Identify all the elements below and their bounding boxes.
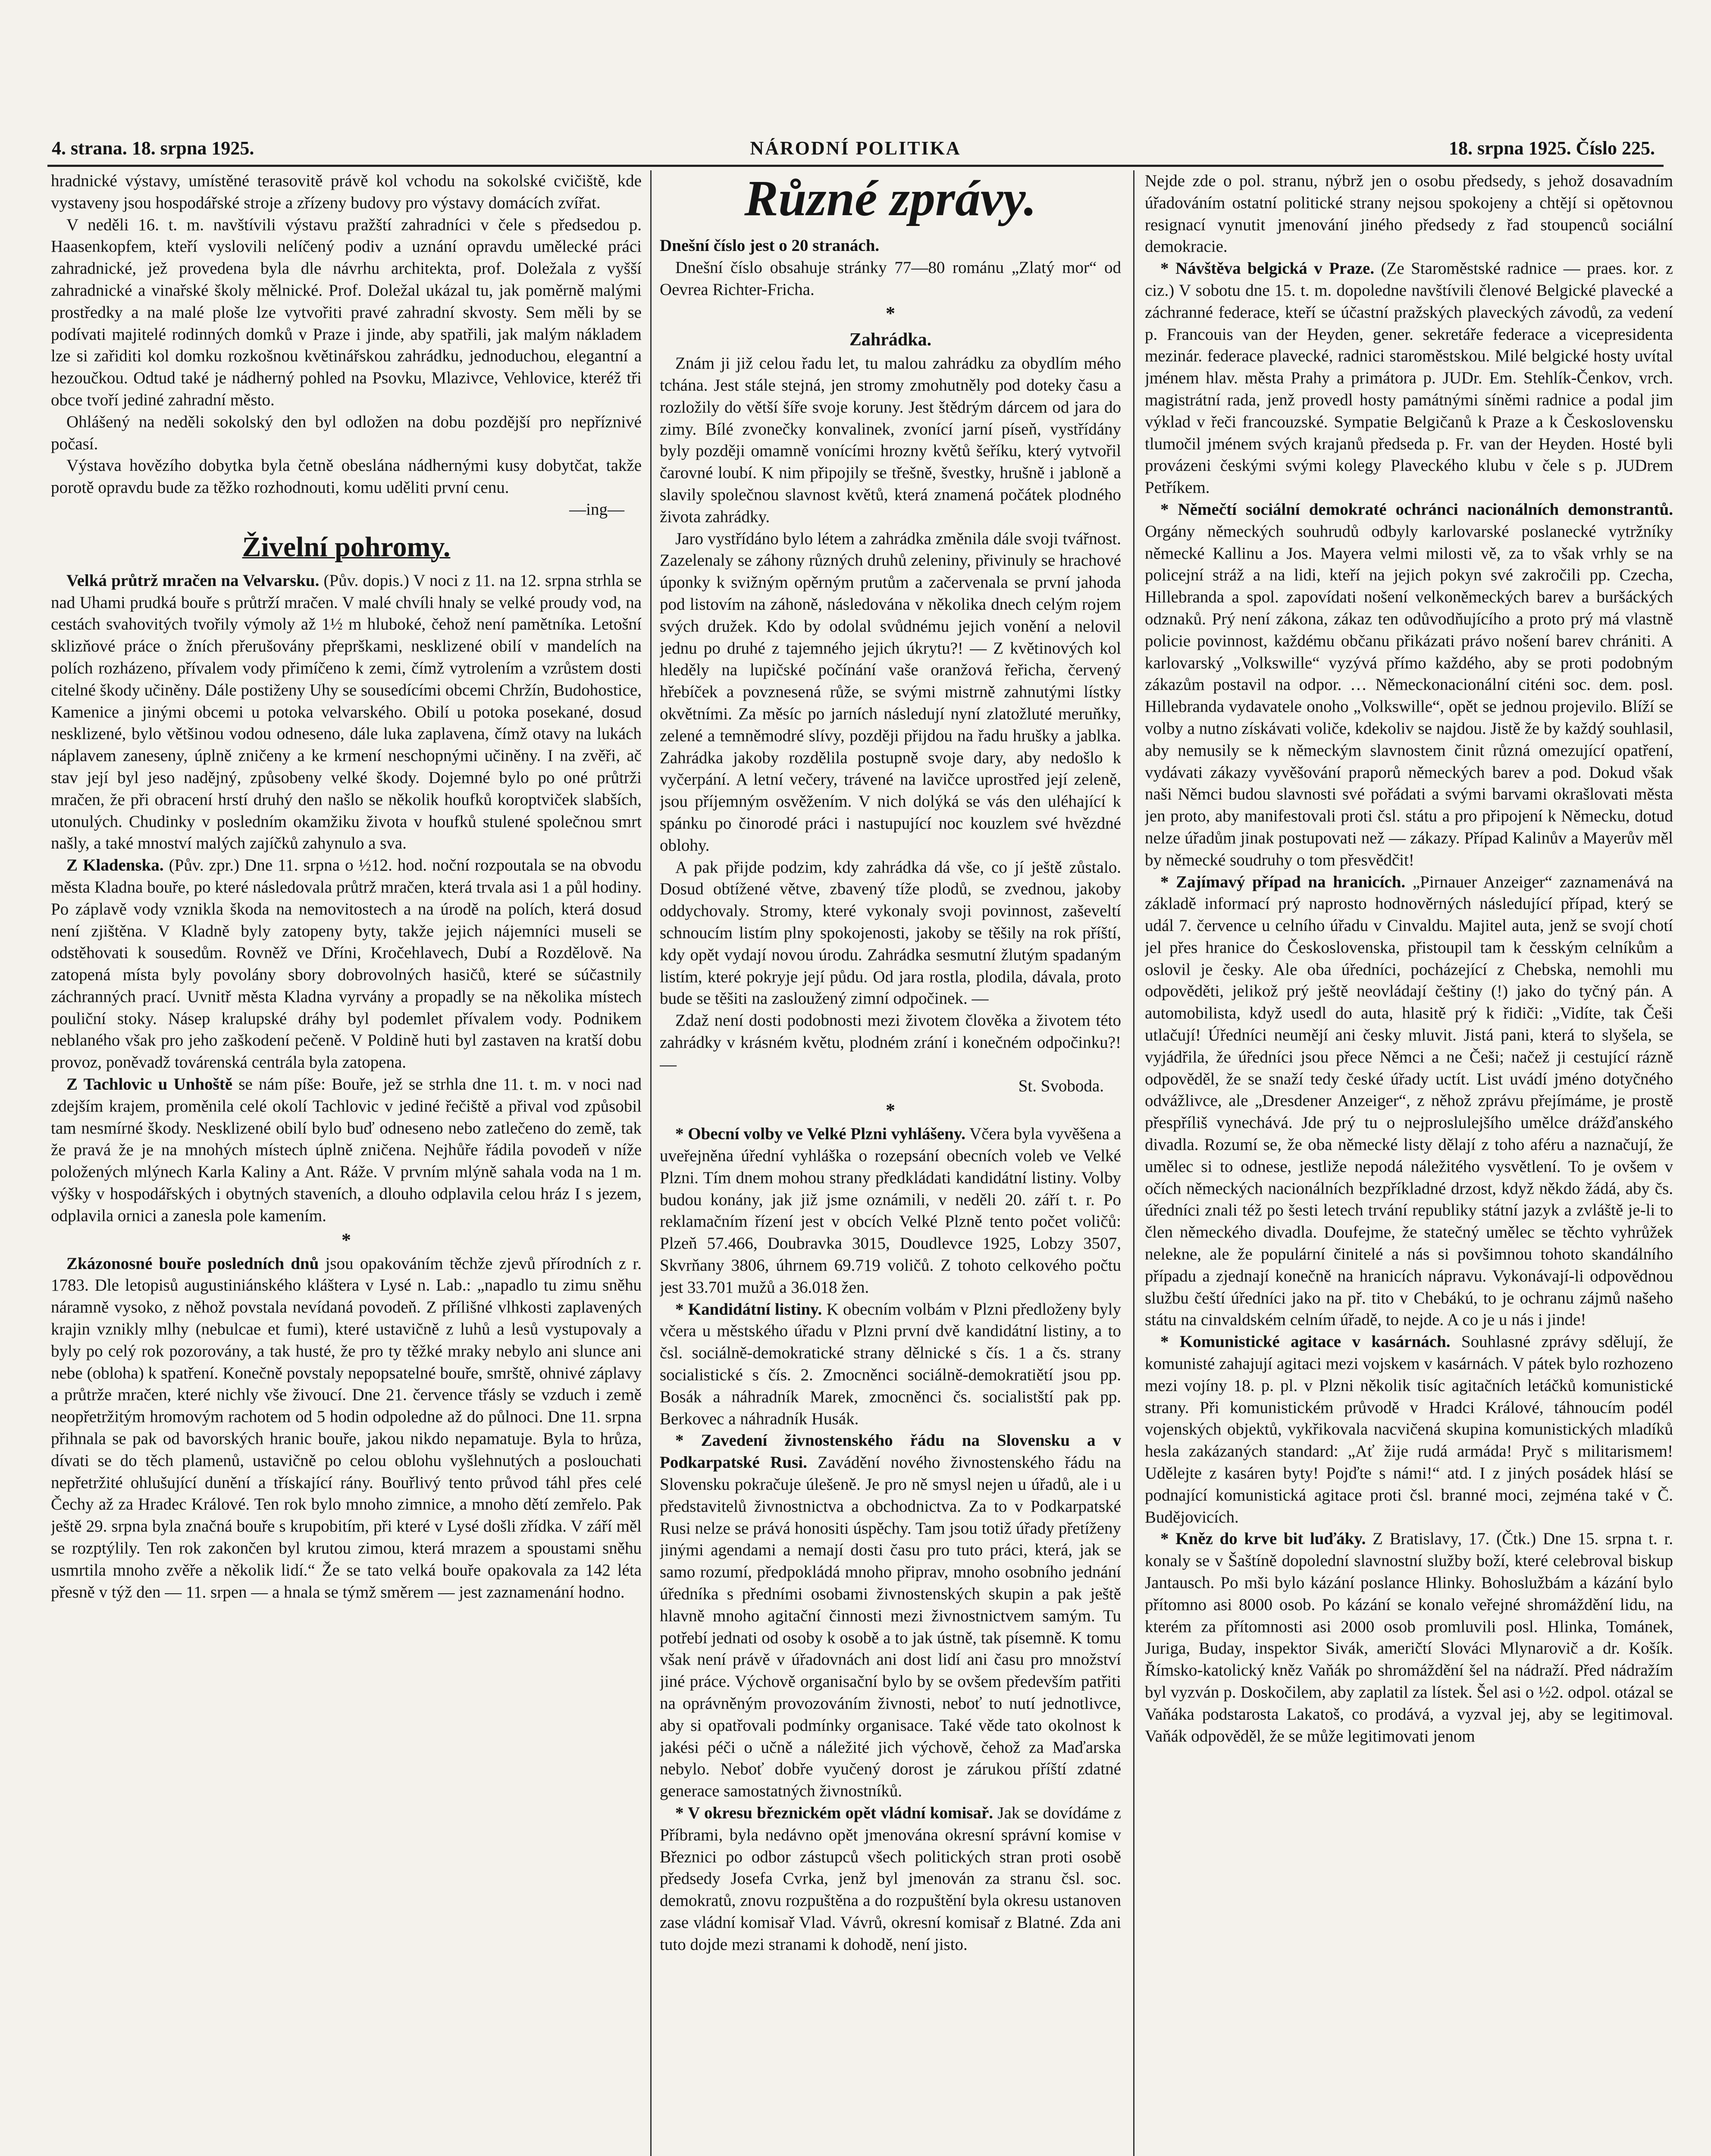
separator-star: * [342, 1229, 351, 1250]
item-lead: Velká průtrž mračen na Velvarsku. [66, 571, 320, 590]
news-item [1145, 1528, 1673, 1747]
item-lead: Z Kladenska. [66, 856, 164, 875]
separator-star: * [886, 303, 895, 324]
item-text: jsou opakováním těchže zjevů přírodních z r. 1783. Dle letopisů augustiniánského kláštera v Lysé n. Lab.: „napadlo tu zimu sněhu náramně vysoko, z něhož povstala nevídaná povodeň. Z přílišné vlhkosti zaplavených krajin vznikly mlhy (nebulcae et fumi), které ustavičně z luhů a lesů vystupovaly a byly po celý rok pozorovány, a tak husté, že pro ty těžké mraky nebylo ani slunce ani nebe (obloha) k spatření. Konečně povstaly nepopsatelné bouře, smrště, ohnivé záplavy a průtrže mračen, které nichly vše živoucí. Dne 21. července třásly se vzduch i země neopřetržitým hromovým rachotem od 5 hodin odpoledne až do půlnoci. Dne 11. srpna přihnala se pak od bavorských hranic bouře, jakou nikdo nepamatuje. Byla to hrůza, dívati se do těch plamenů, ustavičně po celou oblohu vyšlehnutých a poslouchati nepřetržité ohlušující dunění a třískající rány. Bouřlivý tento průvod táhl přes celé Čechy až za Hradec Králové. Ten rok bylo mnoho zimnice, a mnoho dětí zemřelo. Pak ještě 29. srpna byla značná bouře s krupobitím, při které v Lysé došli zřídka. V září měl se rozptýlily. Ten rok zakončen byl krutou zimou, která mrazem a spoustami sněhu usmrtila mnoho zvěře a několik lidí.“ Že se tato velká bouře opakovala za 142 léta přesně v týž den — 11. srpen — a hnala se týmž směrem — jest zaznamenání hodno. [51, 1254, 642, 1601]
author-signature: —ing— [569, 500, 624, 519]
article-paragraph: Ohlášený na neděli sokolský den byl odložen na dobu pozdější pro nepříznivé počasí. [51, 412, 642, 453]
item-text: Včera byla vyvěšena a uveřejněna úřední vyhláška o rozepsání obecních voleb ve Velké Plzni. Tím dnem mohou strany předkládati kandidátní listiny. Volby budou konány, jak již jsme oznámili, v neděli 20. září t. r. Po reklamačním řízení jest v obcích Velké Plzně tento počet voličů: Plzeň 57.466, Doubravka 3015, Doudlevce 1925, Lobzy 3507, Skvrňany 3806, úhrnem 69.719 voličů. Z tohoto celkového počtu jest 33.701 mužů a 36.018 žen. [660, 1125, 1121, 1297]
item-lead: Zkázonosné bouře posledních dnů [66, 1254, 319, 1273]
item-text: se nám píše: Bouře, jež se strhla dne 11. t. m. v noci nad zdejším krajem, proměnila celé okolí Tachlovic v jediné řečiště a přival vod způsobil tam nesmírné škody. Nesklizené obilí bylo buď odneseno nebo zatlečeno do země, tak že pravá že je na mnohých místech úplně zničena. Nejhůře řádila povodeň v níže položených mlýnech Karla Kaliny a Ant. Ráže. V prvním mlýně sahala voda na 1 m. výšky v hospodářských i obytných staveních, a dlouho odplavila celou hráz I s jezem, odplavila ornici a zanesla pole kamením. [51, 1075, 642, 1225]
item-lead: * Kněz do krve bit luďáky. [1160, 1529, 1366, 1548]
news-item [660, 1123, 1121, 1298]
notice-text: Dnešní číslo obsahuje stránky 77—80 románu „Zlatý mor“ od Oevrea Richter-Fricha. [660, 258, 1121, 299]
masthead-title: NÁRODNÍ POLITIKA [750, 138, 961, 159]
item-lead: * Komunistické agitace v kasárnách. [1160, 1332, 1451, 1351]
feuilleton-title: Zahrádka. [849, 330, 932, 350]
column-middle [660, 170, 1121, 2156]
news-item [660, 1430, 1121, 1802]
item-text: Z Bratislavy, 17. (Čtk.) Dne 15. srpna t. r. konaly se v Šaštíně dopolední slavnostní služby boží, které celebroval biskup Jantausch. Po mši bylo kázání poslance Hlinky. Bohoslužbám a kázání bylo přítomno asi 8000 osob. Po kázání se konalo veřejné shromáždění lidu, na kterém za přítomnosti asi 2000 osob promluvili posl. Hlinka, Tománek, Juriga, Buday, inspektor Sivák, američtí Slováci Mlynarovič a dr. Košík. Římsko-katolický kněz Vaňák po shromáždění šel na nádraží. Před nádražím byl vyzván p. Doskočilem, aby zaplatil za lístek. Šel asi o ½2. odpol. otázal se Vaňáka podstarosta Lakatoš, co prodává, a vyzval jej, aby se legitimoval. Vaňák odpověděl, že se může legitimovati jenom [1145, 1529, 1673, 1745]
item-text: (Pův. zpr.) Dne 11. srpna o ½12. hod. noční rozpoutala se na obvodu města Kladna bouře, po které následovala průtrž mračen, která trvala asi 1 a půl hodiny. Po záplavě vody vznikla škoda na nemovitostech a na úrodě na polích, která dosud není zjištěna. V Kladně byly zatopeny byty, takže jejich nájemníci museli se odstěhovati k sousedům. Rovněž ve Dříni, Kročehlavech, Dubí a Rozdělově. Na zatopená místa byly povolány sbory dobrovolných hasičů, které se súčastnily záchranných prací. Uvnitř města Kladna vyrvány a propadly se na několika místech pouliční stoky. Násep kralupské dráhy byl podemlet přívalem vody. Podnikem neblaného však pro jeho zaškodení pečeně. V Poldině huti byl zastaven na kratší dobu provoz, poněvadž továrenská centrála byla zatopena. [51, 856, 642, 1072]
feuilleton-paragraph: Jaro vystřídáno bylo létem a zahrádka změnila dále svoji tvářnost. Zazelenaly se záhony různých druhů zeleniny, přivinuly se hrachové úponky k svižným opěrným prutům a začervenala se první jahoda pod listovím na záhoně, následována v několika dnech celým rojem svých družek. Kdo by odolal svůdnému jejich vonění a nelovil jednu po druhé z tajemného jejich úkrytu?! — Z květinových kol hleděly na lupičské počínání vaše oranžová řeřicha, červený hřebíček a povznesená růže, se svými mistrně zahnutými lístky okvětními. Za měsíc po jarních následují nyní zlatožluté meruňky, zelené a temněmodré slívy, později přijdou na řadu hrušky a jablka. Zahrádka jakoby rozdělila postupně svoje dary, aby nedošlo k vyčerpání. A letní večery, trávené na lavičce uprostřed její zeleně, jsou příjemným osvěžením. V nich dolýká se vás den uléhající k spánku po činorodé práci i nastupující noc kouzlem své hvězdné oblohy. [660, 529, 1121, 855]
news-item [51, 855, 642, 1074]
item-text: Zavádění nového živnostenského řádu na Slovensku pokračuje úlešeně. Je pro ně smysl nejen u úřadů, ale i u představitelů živnostnictva a obchodnictva. Za to v Podkarpatské Rusi nelze se prává honositi úspěchy. Tam jsou totiž úřady přetíženy jinými agendami a nemají dosti času pro tuto práci, která, jak se samo rozumí, předpokládá mnoho připrav, mnoho osobního jednání úředníka s předními osobami živnostenských skupin a pak ještě hlavně mnoho agitační činnosti mezi živnostnictvem samým. Tu potřebí jednati od osoby k osobě a to jak ústně, tak písemně. K tomu však není právě v úřadovnách ani dost lidí ani času pro množství jiné práce. Výchově organisační bylo by se ovšem především patřiti na oprávněným provozováním živnosti, neboť to nutí jednotlivce, aby si opatřovali podmínky organisace. Také věde tato okolnost k jakési péči o učně a náležité jich výchově, čehož za Maďarska nebylo. Neboť dobře vyučený dorost je zárukou příští zdatné generace samostatných živnostníků. [660, 1453, 1121, 1801]
item-text: Nejde zde o pol. stranu, nýbrž jen o osobu předsedy, s jehož dosavadním úřadováním ostatní politické strany nejsou spokojeny a chtějí si opětovnou resignací vynutit jmenování jiného předsedy z řad stoupenců sociální demokracie. [1145, 172, 1673, 256]
column-right [1145, 170, 1673, 2156]
item-lead: * Návštěva belgická v Praze. [1160, 259, 1375, 278]
news-item [51, 1253, 642, 1604]
news-item [51, 570, 642, 855]
item-lead: * Němečtí sociální demokraté ochránci nacionálních demonstrantů. [1160, 500, 1673, 519]
item-lead: * V okresu březnickém opět vládní komisař. [675, 1803, 993, 1822]
item-lead: * Obecní volby ve Velké Plzni vyhlášeny. [675, 1125, 965, 1144]
article-paragraph: Výstava hovězího dobytka byla četně obeslána nádhernými kusy dobytčat, takže porotě opravdu bude za těžko rozhodnouti, komu uděliti první cenu. [51, 456, 642, 497]
item-lead: * Zavedení živnostenského řádu na Slovensku a v Podkarpatské Rusi. [660, 1431, 1121, 1472]
section-headline: Živelní pohromy. [242, 531, 451, 563]
news-item [1145, 1331, 1673, 1528]
news-item [1145, 871, 1673, 1332]
item-text: Souhlasné zprávy sdělují, že komunisté zahajují agitaci mezi vojskem v kasárnách. V pátek bylo rozhozeno mezi vojíny 18. p. pl. v Plzni několik tisíc agitačních letáčků komunistické strany. Při komunistickém průvodě v Hradci Králové, táhnoucím podél vojenských objektů, vykřikovala nacvičená skupina komunistických mladíků hesla zakázaných standard: „Ať žije rudá armáda! Pryč s militarismem! Udělejte z kasáren byty! Pojďte s námi!“ atd. I z jiných posádek hlásí se podnající komunistická agitace proti čsl. branné moci, zejména také v Č. Budějovicích. [1145, 1332, 1673, 1526]
news-item [1145, 499, 1673, 871]
separator-star: * [886, 1100, 895, 1121]
section-title: Různé zprávy. [744, 170, 1037, 226]
author-signature: St. Svoboda. [1018, 1077, 1104, 1096]
feuilleton-paragraph: Zdaž není dosti podobnosti mezi životem člověka a životem této zahrádky v krásném květu, plodném zrání i konečném odpočinku?! — [660, 1011, 1121, 1074]
issue-date-number: 18. srpna 1925. Číslo 225. [1449, 138, 1655, 159]
column-divider [650, 170, 652, 2156]
item-lead: * Zajímavý případ na hranicích. [1160, 872, 1406, 891]
news-item [660, 1299, 1121, 1430]
column-divider [1133, 170, 1134, 2156]
item-text: K obecním volbám v Plzni předloženy byly včera u městského úřadu v Plzni první dvě kandidátní listiny, a to čsl. sociálně-demokratické strany dělnické s čís. 1 a čs. strany socialistické s čís. 2. Zmocněnci sociálně-demokratiětí jsou pp. Bosák a náhradník Marek, zmocněnci čs. socialistští pak pp. Berkovec a náhradník Husák. [660, 1300, 1121, 1428]
notice-heading: Dnešní číslo jest o 20 stranách. [660, 236, 880, 255]
news-item [51, 1074, 642, 1227]
item-text: (Ze Staroměstské radnice — praes. kor. z ciz.) V sobotu dne 15. t. m. dopoledne navštívili členové Belgické plavecké a záchranné federace, kteří se účastní pražských plaveckých závodů, za vedení p. Francouis van der Heyden, gener. sekretáře federace a vicepresidenta mezinár. federace plavecké, radnici staroměstskou. Milé belgické hosty uvítal jménem hlav. města Prahy a primátora p. JUDr. Em. Stehlík-Čenkov, vrch. magistrátní rada, jenž provedl hosty památnými síněmi radnice a podal jim výklad v řeči francouzské. Sympatie Belgičanů k Praze a k Československu tlumočil jménem svých krajanů předseda p. Fr. van der Heyden. Hosté byli provázeni českými svými kolegy Plaveckého klubu v čele s p. JUDrem Petříkem. [1145, 259, 1673, 497]
header-rule [47, 165, 1664, 167]
news-item [1145, 258, 1673, 499]
item-lead: Z Tachlovic u Unhoště [66, 1075, 233, 1094]
item-text: Jak se dovídáme z Příbrami, byla nedávno opět jmenována okresní správní komise v Březnici po odbor zástupců všech politických stran proti osobě předsedy Josefa Cvrka, jenž byl jmenován za stranu čsl. soc. demokratů, znovu rozpuštěna a do rozpuštění byla okresu ustanoven zase vládní komisař Vlad. Vávrů, okresní komisař z Blatné. Zda ani tuto dojde mezi stranami k dohodě, není jisto. [660, 1803, 1121, 1954]
article-paragraph: hradnické výstavy, umístěné terasovitě právě kol vchodu na sokolské cvičiště, kde vystaveny jsou hospodářské stroje a zřízeny budovy pro výstavy domácích zvířat. [51, 172, 642, 212]
item-text: „Pirnauer Anzeiger“ zaznamenává na základě informací prý naprosto hodnověrných následující případ, který se udál 7. července u celního úřadu v Cinvaldu. Majitel auta, jenž se svojí chotí jel přes hranice do Československa, přistoupil tam k česským celníkům a oslovil je česky. Ale oba úředníci, pocházející z Chebska, nemohli mu odpověděti, jelikož prý ještě neovládají češtiny (!) jako do tyčný pán. A automobilista, když usedl do auta, hlasitě prý k řidiči: „Vidíte, tak Češi utlačují! Úředníci neumějí ani česky mluvit. Jistá pani, která to slyšela, se vyjádřila, že úředníci jsou přece Němci a ne Češi; načež ji cestující rázně odpověděl, že se snaží tedy české úřady uctít. List uvádí jméno dotyčného odvážlivce, ale „Dresdener Anzeiger“, z něhož zprávu přejímáme, je prostě přespříliš vynechává. Jde prý tu o nejproslulejšího umělce drážďanského divadla. Rozumí se, že oba německé listy dělají z toho aféru a naznačují, že umělec si to odnese, jestliže nepodá náležitého vysvětlení. To je ovšem v očích německých nacionálních bezpříkladné drzost, když někdo žádá, aby čs. úředníci znali též po šesti letech trvání republiky státní jazyk a zvláště je-li to člen německého divadla. Doufejme, že statečný umělec se těchto vyhrůžek nelekne, ale že populární činitelé a nás si povšimnou tohoto skandálního případu a zjednají konečně na hranicích nápravu. Vykonávají-li odpovědnou službu čeští úředníci jako na př. tito v Chebákú, to je ochranu zájmů našeho státu na cinvaldském celním úřadě, to nejde. A co je u nás i jinde! [1145, 872, 1673, 1329]
item-text: (Pův. dopis.) V noci z 11. na 12. srpna strhla se nad Uhami prudká bouře s průtrží mračen. V malé chvíli hnaly se velké proudy vod, na cestách svahovitých tvořily výmoly až 1½ m hluboké, čehož není pamětníka. Letošní sklizňové práce o žních přerušovány přeprškami, nesklizené obilí v mandelích na polích rozházeno, přívalem vody přimíčeno k zemi, čímž vytrolením a vzrůstem dosti citelné škody učiněny. Dále postiženy Uhy se sousedícími obcemi Chržín, Budohostice, Kamenice a jinými obcemi u potoka velvarského. Obilí u potoka posekané, dosud nesklizené, bylo většinou vodou odneseno, dále luka zaplavena, čímž otavy na lukách náplavem zaneseny, úplně zničeny a ke krmení neschopnými učiněny. I na zvěři, ač stav její byl jeso nadějný, způsobeny velké škody. Dojemné bylo po oné průtrži mračen, že při obracení hrstí druhý den našlo se několik houfků koroptviček slabších, utonulých. Chudinky v posledním okamžiku života v houfků stulené společnou smrt našly, a také mnoství malých zajíčků zahynulo a sva. [51, 571, 642, 853]
feuilleton-paragraph: A pak přijde podzim, kdy zahrádka dá vše, co jí ještě zůstalo. Dosud obtížené větve, zbavený tíže plodů, se zvednou, jakoby oddychovaly. Stromy, které vykonaly svoji povinnost, zaševeltí schnoucím listím plny spokojenosti, jakoby se těšily na rok příští, kdy opět vydají novou úrodu. Zahrádka sesmutní žlutým spadaným listím, které pokryje její půdu. Od jara rostla, plodila, dávala, proto bude se těšiti na zasloužený zimní odpočinek. — [660, 858, 1121, 1008]
news-item [1145, 170, 1673, 258]
article-paragraph: V neděli 16. t. m. navštívili výstavu pražští zahradníci v čele s předsedou p. Haasenkopfem, kteří vyslovili nelíčený podiv a uznání opravdu umělecké práci zahradnické, jež provedena byla dle návrhu architekta, prof. Doležala z vyšší zahradnické a vinařské školy mělnické. Prof. Doležal ukázal tu, jak poměrně malými prostředky a na malé ploše lze vytvořiti pravé zahradní skvosty. Sem měli by se podívati majitelé rodinných domků v Praze i jinde, aby spatřili, jak malým nákladem lze si zařiditi kol domku rozkošnou květinářskou zahrádku, jednoduchou, elegantní a hezoučkou. Odtud také je nádherný pohled na Psovku, Mlazivce, Vehlovice, kteréž tři obce tvoří jediné zahradní město. [51, 215, 642, 409]
column-left [51, 170, 642, 2156]
page-number-date: 4. strana. 18. srpna 1925. [52, 138, 254, 159]
item-text: Orgány německých souhrudů odbyly karlovarské poslanecké vytržníky německé Kallinu a Jos. Mayera velmi milosti vě, za to však vrhly se na policejní stráž a na lidi, kteří na jejich pokyn své zakročili pp. Czecha, Hillebranda a spol. zapovídati nošení velkoněmeckých barev a buršáckých odznaků. Prý není zákona, zákaz ten odůvodňujícího a proto prý má vlastně policie povinnost, každému občanu přikázati právo nošení barev chrániti. A karlovarský „Volkswille“ vyzývá přímo každého, aby se proti podobným zákazům postavil na odpor. … Německonacionální citéni soc. dem. posl. Hillebranda vydavatele onoho „Volkswille“, opět se jednou projevilo. Blíží se volby a nutno získávati voliče, kdekoliv se najdou. Jistě že by každý souhlasil, aby nemusily se k německým slavnostem činit různá omezující opatření, vydávati zákazy vyvěšování praporů německých barev a pod. Dokud však naši Němci budou slavnosti své pořádati a svými barvami okrašlovati města jen proto, aby manifestovali proti čsl. státu a pro připojení k Německu, dotud nelze úřadům jinak postupovati než — zákazy. Případ Kalinův a Mayerův měl by německé soudruhy o tom přesvědčit! [1145, 522, 1673, 869]
feuilleton-paragraph: Znám ji již celou řadu let, tu malou zahrádku za obydlím mého tchána. Jest stále stejná, jen stromy zmohutněly pod doteky času a rozložily do větší šíře svoje koruny. Jest štědrým dárcem od jara do zimy. Bílé zvonečky konvalinek, zvonící jarní píseň, vystřídány byly později omamně vonícími hrozny květů šeříku, který vytvořil čarovné loubí. K nim připojily se třešně, švestky, hrušně i jabloně a slavily společnou slavnost květů, která znamená počátek plodného života zahrádky. [660, 354, 1121, 526]
news-item [660, 1802, 1121, 1956]
item-lead: * Kandidátní listiny. [675, 1300, 822, 1319]
